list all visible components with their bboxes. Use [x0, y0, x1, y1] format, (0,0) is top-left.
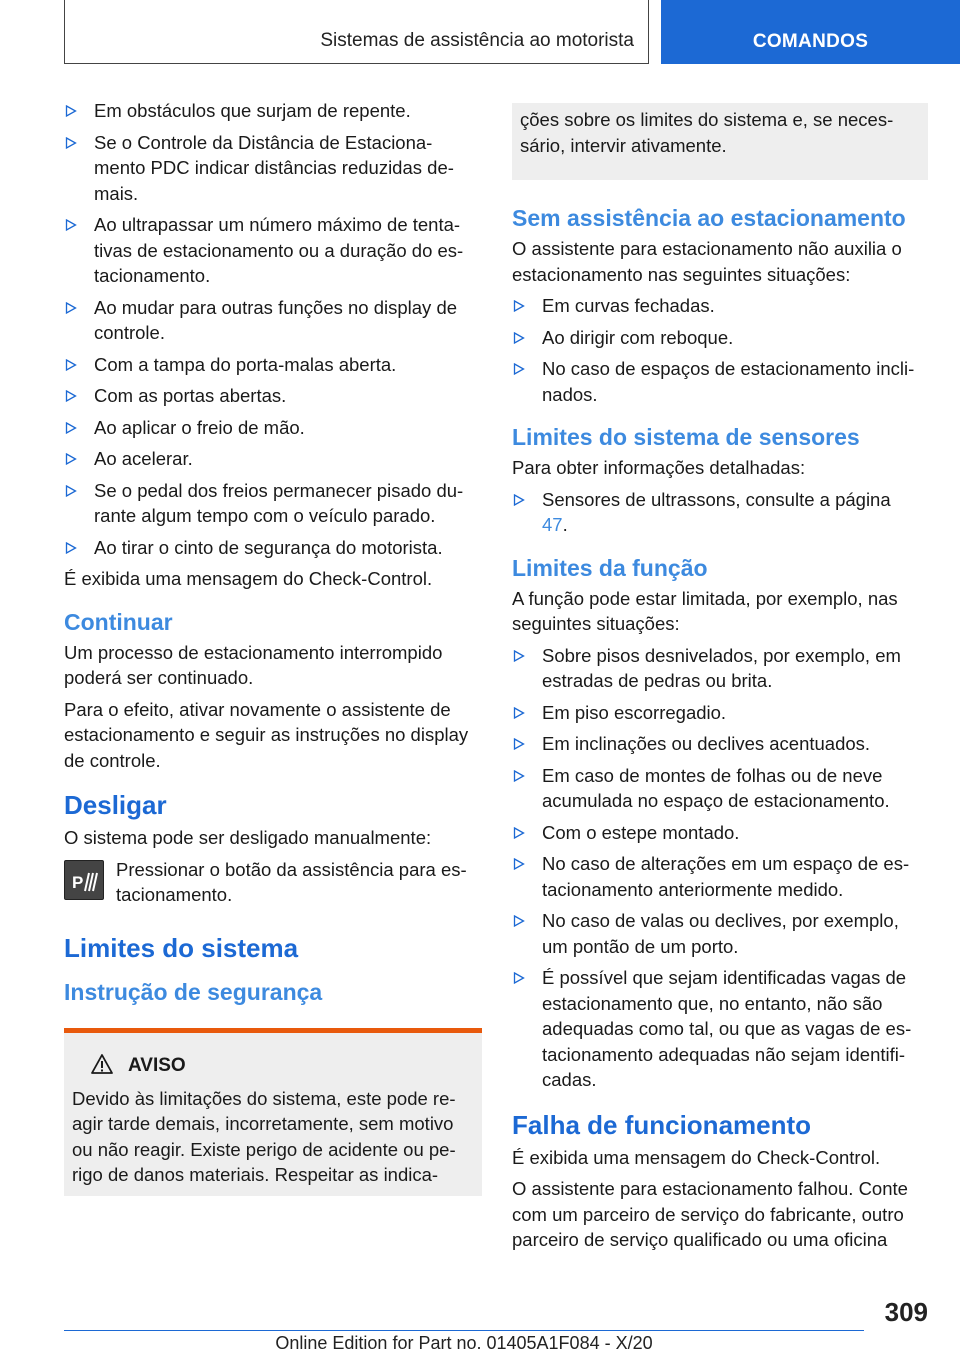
triangle-right-icon: [65, 384, 77, 402]
list-item: [64, 535, 482, 561]
list-item: [64, 212, 482, 289]
falha-paragraph-1: É exibida uma mensagem do Check-Control.: [512, 1146, 881, 1168]
list-item: Sensores de ultrassons, consulte a página 47.: [512, 487, 928, 538]
triangle-right-icon: [513, 732, 525, 750]
list-item: [64, 352, 482, 378]
sensores-item-text: Sensores de ultrassons, consulte a página: [542, 488, 891, 510]
header-section-box: [64, 0, 649, 64]
list-item: [64, 130, 482, 207]
desligar-button-text: Pressionar o botão da assistência para es- tacionamento.: [116, 858, 467, 905]
warning-title: [90, 1053, 474, 1080]
triangle-right-icon: [65, 416, 77, 434]
warning-box: [64, 1028, 482, 1196]
chapter-tab[interactable]: [661, 0, 960, 64]
list-item-text: Em piso escorregadio.: [542, 701, 727, 723]
falha-paragraph-2: O assistente para estacionamento falhou. Conte com um parceiro de serviço do fabricante, outro parceiro de serviço qualificado ou uma oficina: [512, 1178, 908, 1250]
triangle-right-icon: [513, 488, 525, 506]
footer-divider: [64, 1330, 864, 1331]
page-number: 309: [884, 1297, 928, 1327]
right-column: [512, 103, 928, 1259]
list-item-text: Se o Controle da Distância de Estaciona- mento PDC indicar distâncias reduzidas de- mais.: [94, 131, 454, 204]
triangle-right-icon: [65, 353, 77, 371]
footer-edition-text: Online Edition for Part no. 01405A1F084 - X/20: [275, 1333, 653, 1353]
continuar-paragraph-2: Para o efeito, ativar novamente o assistente de estacionamento e seguir as instruções no display de controle.: [64, 698, 469, 771]
list-item: [512, 293, 928, 319]
list-item-text: Ao ultrapassar um número máximo de tenta- tivas de estacionamento ou a duração do es- tacionamento.: [94, 214, 464, 286]
left-column: [64, 98, 482, 1196]
list-item-text: No caso de valas ou declives, por exemplo, um pontão de um porto.: [542, 910, 899, 957]
list-item: [64, 415, 482, 441]
list-item: [512, 820, 928, 846]
list-item: [64, 383, 482, 409]
list-item: [512, 643, 928, 694]
funcao-list: [512, 643, 928, 1093]
list-item: [64, 295, 482, 346]
list-item: [512, 851, 928, 902]
check-control-message: É exibida uma mensagem do Check-Control.: [64, 568, 433, 589]
instrucao-heading: Instrução de segurança: [64, 978, 323, 1005]
warning-label: AVISO: [128, 1055, 186, 1076]
warning-text: Devido às limitações do sistema, este pode re- agir tarde demais, incorretamente, sem motivo ou não reagir. Existe perigo de acidente ou pe- rigo de danos materiais. Respeitar as indica-: [72, 1087, 456, 1185]
sensores-paragraph: Para obter informações detalhadas:: [512, 457, 806, 478]
triangle-right-icon: [513, 764, 525, 782]
triangle-right-icon: [513, 701, 525, 719]
triangle-right-icon: [513, 326, 525, 344]
sem-assistencia-list: [512, 293, 928, 407]
list-item-text: No caso de espaços de estacionamento incli- nados.: [542, 358, 915, 405]
page-reference-link[interactable]: 47: [542, 514, 563, 535]
triangle-right-icon: [513, 357, 525, 375]
cancel-conditions-list: [64, 98, 482, 560]
list-item-text: Ao dirigir com reboque.: [542, 326, 734, 348]
desligar-heading: Desligar: [64, 790, 167, 820]
list-item: [512, 965, 928, 1093]
list-item-text: Em curvas fechadas.: [542, 295, 715, 316]
triangle-right-icon: [65, 447, 77, 465]
list-item-text: Sobre pisos desnivelados, por exemplo, em estradas de pedras ou brita.: [542, 644, 901, 691]
list-item: [512, 325, 928, 351]
warning-box-continued: [512, 103, 928, 180]
triangle-right-icon: [65, 296, 77, 314]
list-item-text: Em caso de montes de folhas ou de neve acumulada no espaço de estacionamento.: [542, 764, 890, 811]
triangle-right-icon: [65, 131, 77, 149]
falha-heading: Falha de funcionamento: [512, 1109, 812, 1140]
funcao-paragraph: A função pode estar limitada, por exemplo, nas seguintes situações:: [512, 587, 898, 634]
triangle-right-icon: [513, 294, 525, 312]
continuar-paragraph-1: Um processo de estacionamento interrompido poderá ser continuado.: [64, 641, 443, 688]
list-item-text: Ao acelerar.: [94, 448, 193, 469]
list-item: [64, 98, 482, 124]
list-item-text: Com as portas abertas.: [94, 385, 287, 406]
sem-assistencia-paragraph: O assistente para estacionamento não auxilia o estacionamento nas seguintes situações:: [512, 238, 902, 285]
desligar-paragraph: O sistema pode ser desligado manualmente:: [64, 827, 432, 848]
list-item: [512, 700, 928, 726]
warning-text-continued: ções sobre os limites do sistema e, se neces- sário, intervir ativamente.: [520, 109, 894, 156]
list-item-text: Com a tampa do porta-malas aberta.: [94, 353, 397, 375]
funcao-heading: Limites da função: [512, 554, 708, 581]
list-item-text: Com o estepe montado.: [542, 821, 740, 843]
limites-heading: Limites do sistema: [64, 932, 299, 963]
list-item-text: Ao aplicar o freio de mão.: [94, 416, 305, 438]
list-item-text: Se o pedal dos freios permanecer pisado du- rante algum tempo com o veículo parado.: [94, 479, 464, 526]
list-item-text: No caso de alterações em um espaço de es- tacionamento anteriormente medido.: [542, 853, 910, 900]
triangle-right-icon: [513, 909, 525, 927]
triangle-right-icon: [513, 644, 525, 662]
list-item-text: É possível que sejam identificadas vagas de estacionamento que, no entanto, não são adequadas como tal, ou que as vagas de es- tacionamento adequadas não sejam identifi- cadas.: [542, 967, 912, 1090]
triangle-right-icon: [513, 852, 525, 870]
section-title: Sistemas de assistência ao motorista: [320, 30, 634, 51]
list-item: [64, 478, 482, 529]
desligar-button-instruction: [64, 857, 482, 908]
list-item: [64, 446, 482, 472]
triangle-right-icon: [65, 536, 77, 554]
svg-text:P: P: [72, 872, 84, 892]
triangle-right-icon: [65, 479, 77, 497]
triangle-right-icon: [513, 966, 525, 984]
list-item: [512, 356, 928, 407]
list-item-text: Ao mudar para outras funções no display de controle.: [94, 296, 458, 343]
chapter-tab-label: COMANDOS: [752, 31, 869, 52]
list-item-text: Ao tirar o cinto de segurança do motorista.: [94, 536, 443, 558]
list-item-text: Em inclinações ou declives acentuados.: [542, 733, 871, 754]
list-item: [512, 763, 928, 814]
triangle-right-icon: [65, 213, 77, 231]
sensores-heading: Limites do sistema de sensores: [512, 424, 860, 450]
warning-triangle-icon: [90, 1053, 114, 1080]
list-item-text: Em obstáculos que surjam de repente.: [94, 100, 411, 121]
list-item: [512, 731, 928, 757]
continuar-heading: Continuar: [64, 608, 173, 635]
list-item: [512, 908, 928, 959]
triangle-right-icon: [65, 99, 77, 117]
park-assist-button-icon: [64, 860, 104, 900]
triangle-right-icon: [513, 821, 525, 839]
sem-assistencia-heading: Sem assistência ao estacionamento: [512, 205, 906, 231]
